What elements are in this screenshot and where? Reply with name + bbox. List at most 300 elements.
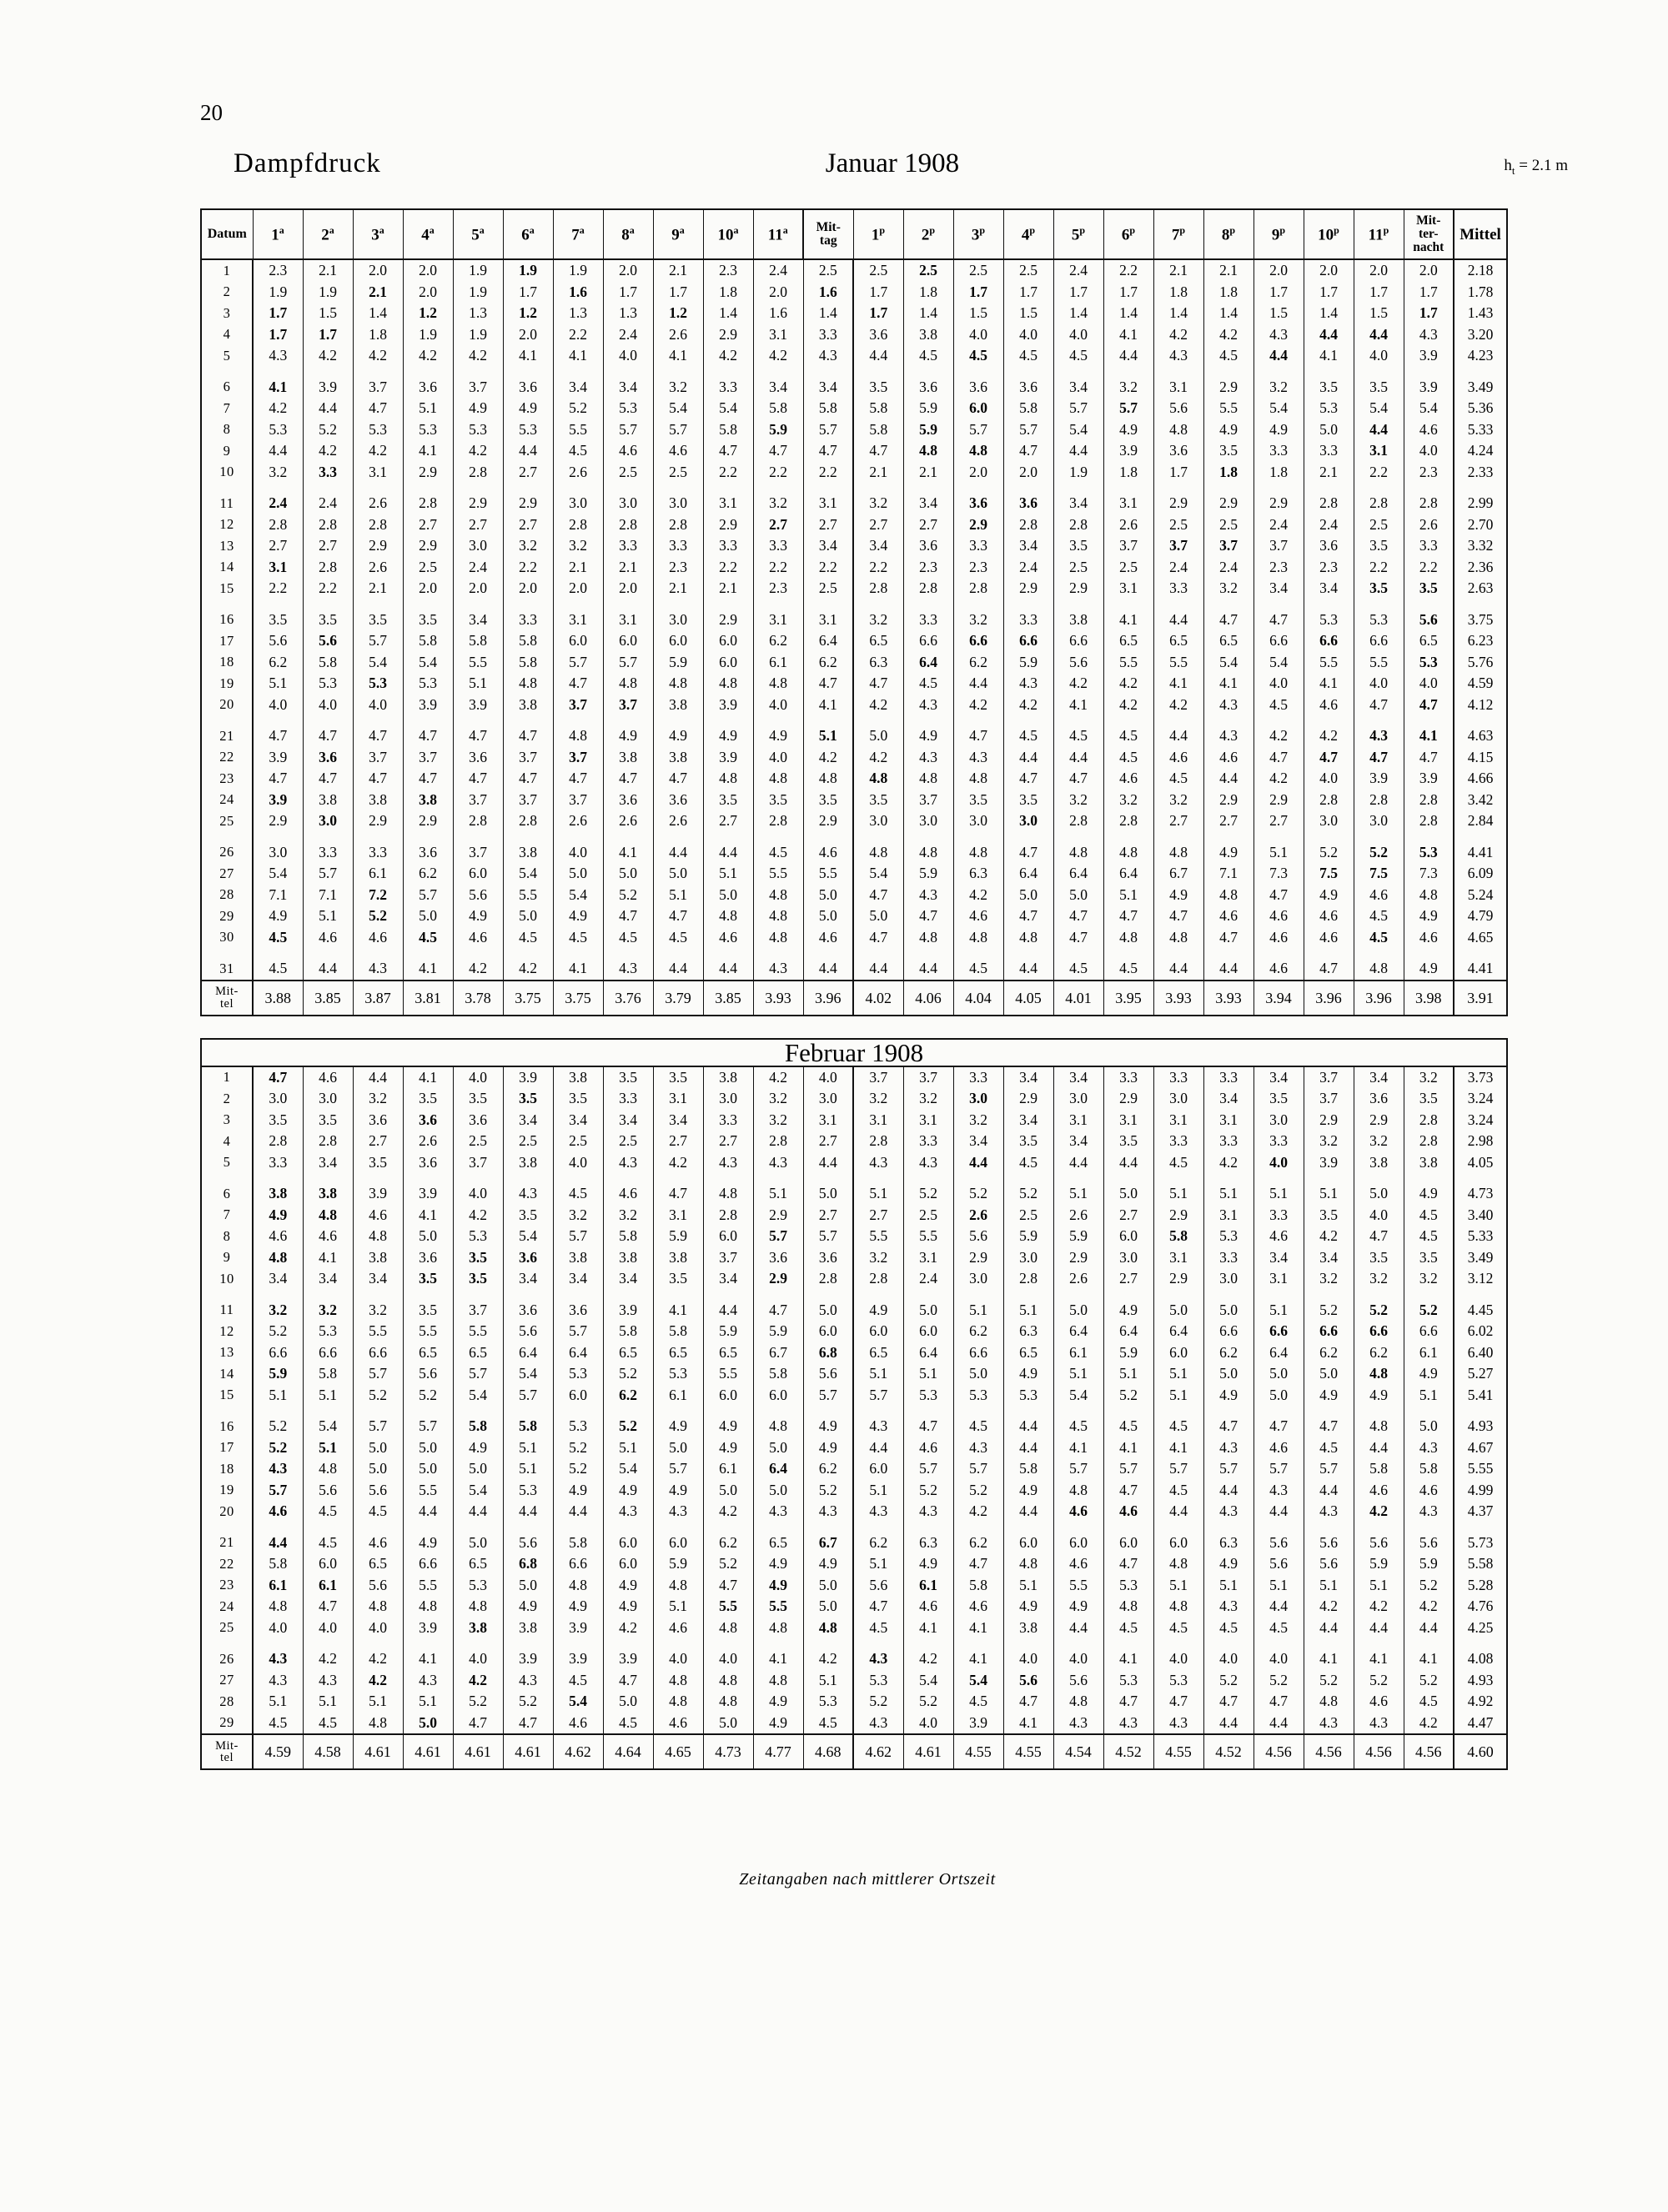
reading-cell: 5.2 [803,1480,853,1502]
reading-cell: 6.5 [1404,630,1454,652]
table-row [201,905,1507,927]
reading-cell: 5.2 [953,1178,1003,1205]
reading-cell: 5.3 [453,1226,503,1247]
reading-cell: 4.5 [1404,1226,1454,1247]
reading-cell: 4.5 [303,1713,353,1735]
reading-cell: 4.6 [1103,768,1153,790]
reading-cell: 4.6 [1203,747,1254,769]
reading-cell: 5.3 [353,419,403,441]
reading-cell: 2.8 [853,578,903,604]
reading-cell: 4.6 [803,837,853,864]
reading-cell: 4.7 [453,1713,503,1735]
reading-cell: 4.7 [453,720,503,747]
reading-cell: 3.0 [953,1088,1003,1110]
row-mean: 4.45 [1454,1295,1507,1322]
reading-cell: 3.9 [253,790,303,811]
mean-cell: 3.85 [703,981,753,1016]
reading-cell: 6.0 [1053,1527,1103,1554]
reading-cell: 1.7 [253,324,303,346]
reading-cell: 3.5 [353,604,403,631]
reading-cell: 2.9 [1103,1088,1153,1110]
reading-cell: 3.9 [603,1643,653,1670]
reading-cell: 1.2 [503,303,553,324]
reading-cell: 2.4 [1153,557,1203,579]
reading-cell: 4.8 [1103,837,1153,864]
reading-cell: 2.7 [403,514,453,536]
reading-cell: 3.4 [1053,1131,1103,1152]
reading-cell: 1.5 [1354,303,1404,324]
row-mean: 6.09 [1454,863,1507,885]
row-mean: 3.12 [1454,1268,1507,1295]
row-date: 18 [201,652,253,674]
reading-cell: 3.8 [553,1066,603,1089]
reading-cell: 4.7 [303,720,353,747]
row-date: 28 [201,1691,253,1713]
reading-cell: 4.6 [1103,1501,1153,1527]
reading-cell: 2.3 [1404,462,1454,489]
reading-cell: 3.5 [253,604,303,631]
reading-cell: 6.2 [753,630,803,652]
reading-cell: 4.2 [703,345,753,372]
reading-cell: 3.2 [353,1088,403,1110]
reading-cell: 3.5 [853,790,903,811]
row-mean: 4.41 [1454,953,1507,981]
reading-cell: 6.0 [653,1527,703,1554]
reading-cell: 3.7 [1103,535,1153,557]
reading-cell: 4.9 [1404,953,1454,981]
reading-cell: 2.6 [403,1131,453,1152]
reading-cell: 5.1 [903,1363,953,1385]
reading-cell: 3.4 [503,1110,553,1131]
reading-cell: 5.0 [853,720,903,747]
table-row [201,1205,1507,1226]
table-row [201,885,1507,906]
reading-cell: 4.7 [653,1178,703,1205]
row-date: 14 [201,557,253,579]
reading-cell: 3.9 [403,695,453,721]
reading-cell: 1.3 [603,303,653,324]
reading-cell: 5.7 [503,1385,553,1412]
reading-cell: 5.2 [553,398,603,419]
reading-cell: 4.4 [1304,1618,1354,1644]
column-header-5-p: 5$^p$ [1053,209,1103,259]
mean-cell: 4.56 [1404,1734,1454,1769]
reading-cell: 4.3 [1404,324,1454,346]
reading-cell: 5.1 [1103,1363,1153,1385]
reading-cell: 5.8 [303,652,353,674]
reading-cell: 4.1 [603,837,653,864]
reading-cell: 4.0 [1153,1643,1203,1670]
reading-cell: 3.3 [1203,1066,1254,1089]
table-row [201,514,1507,536]
reading-cell: 4.4 [1354,1618,1404,1644]
reading-cell: 4.5 [953,953,1003,981]
reading-cell: 2.8 [803,1268,853,1295]
reading-cell: 5.1 [303,1385,353,1412]
reading-cell: 6.0 [853,1458,903,1480]
reading-cell: 6.2 [703,1527,753,1554]
reading-cell: 5.0 [803,1178,853,1205]
reading-cell: 4.4 [1153,720,1203,747]
reading-cell: 3.5 [1404,1088,1454,1110]
reading-cell: 5.1 [853,1178,903,1205]
reading-cell: 2.7 [1103,1268,1153,1295]
reading-cell: 3.5 [503,1205,553,1226]
reading-cell: 4.3 [953,747,1003,769]
reading-cell: 3.2 [853,1088,903,1110]
reading-cell: 4.0 [1254,673,1304,695]
reading-cell: 3.2 [1304,1268,1354,1295]
reading-cell: 5.8 [853,398,903,419]
reading-cell: 4.5 [1153,1480,1203,1502]
reading-cell: 3.0 [1003,1247,1053,1269]
reading-cell: 4.9 [1203,419,1254,441]
reading-cell: 5.3 [503,419,553,441]
reading-cell: 4.5 [553,1670,603,1692]
reading-cell: 1.9 [253,282,303,303]
reading-cell: 4.9 [753,720,803,747]
reading-cell: 4.4 [303,398,353,419]
reading-cell: 5.1 [503,1437,553,1459]
reading-cell: 1.5 [1003,303,1053,324]
reading-cell: 5.8 [1404,1458,1454,1480]
overall-mean: 4.60 [1454,1734,1507,1769]
reading-cell: 4.4 [1254,1596,1304,1618]
reading-cell: 4.0 [253,695,303,721]
reading-cell: 5.3 [1153,1670,1203,1692]
reading-cell: 2.3 [1254,557,1304,579]
row-date: 1 [201,259,253,282]
reading-cell: 2.0 [1304,259,1354,282]
reading-cell: 6.5 [853,630,903,652]
reading-cell: 3.9 [453,695,503,721]
reading-cell: 4.4 [853,1437,903,1459]
row-date: 7 [201,398,253,419]
reading-cell: 5.4 [453,1480,503,1502]
reading-cell: 2.8 [1304,488,1354,514]
mean-cell: 3.88 [253,981,303,1016]
reading-cell: 6.5 [1203,630,1254,652]
reading-cell: 2.5 [803,259,853,282]
reading-cell: 2.2 [253,578,303,604]
reading-cell: 3.3 [803,324,853,346]
reading-cell: 2.9 [353,810,403,837]
reading-cell: 4.5 [503,927,553,954]
reading-cell: 4.3 [1304,1713,1354,1735]
reading-cell: 3.1 [1153,1110,1203,1131]
reading-cell: 3.7 [603,695,653,721]
reading-cell: 5.3 [1203,1226,1254,1247]
mean-cell: 4.54 [1053,1734,1103,1769]
reading-cell: 1.8 [903,282,953,303]
reading-cell: 5.5 [1304,652,1354,674]
reading-cell: 4.8 [903,837,953,864]
reading-cell: 1.4 [1103,303,1153,324]
mean-cell: 3.96 [1354,981,1404,1016]
reading-cell: 4.9 [553,905,603,927]
reading-cell: 3.8 [653,747,703,769]
reading-cell: 4.0 [1053,1643,1103,1670]
reading-cell: 4.3 [603,1501,653,1527]
reading-cell: 5.4 [1053,1385,1103,1412]
reading-cell: 2.9 [1003,578,1053,604]
mean-cell: 4.77 [753,1734,803,1769]
reading-cell: 2.7 [903,514,953,536]
mean-cell: 3.96 [803,981,853,1016]
reading-cell: 4.9 [1153,885,1203,906]
reading-cell: 6.6 [1254,630,1304,652]
reading-cell: 4.7 [1203,1411,1254,1437]
reading-cell: 4.5 [1254,1618,1304,1644]
reading-cell: 5.9 [1354,1553,1404,1575]
reading-cell: 2.6 [1103,514,1153,536]
reading-cell: 5.7 [1304,1458,1354,1480]
reading-cell: 3.1 [1254,1268,1304,1295]
reading-cell: 3.3 [303,837,353,864]
reading-cell: 3.3 [1304,440,1354,462]
reading-cell: 4.3 [1203,720,1254,747]
reading-cell: 5.0 [1404,1411,1454,1437]
row-date: 18 [201,1458,253,1480]
reading-cell: 3.3 [1203,1247,1254,1269]
reading-cell: 6.0 [953,398,1003,419]
reading-cell: 4.8 [703,768,753,790]
reading-cell: 3.2 [753,1110,803,1131]
reading-cell: 4.2 [453,1205,503,1226]
table-head [201,209,1507,259]
reading-cell: 4.2 [303,440,353,462]
row-mean: 5.27 [1454,1363,1507,1385]
reading-cell: 5.8 [953,1575,1003,1597]
reading-cell: 3.0 [953,810,1003,837]
table-row [201,1110,1507,1131]
reading-cell: 5.3 [303,673,353,695]
reading-cell: 5.0 [703,1480,753,1502]
reading-cell: 4.7 [953,1553,1003,1575]
reading-cell: 5.2 [1404,1670,1454,1692]
row-mean: 4.76 [1454,1596,1507,1618]
reading-cell: 5.7 [403,1411,453,1437]
reading-cell: 4.7 [1103,1691,1153,1713]
reading-cell: 4.5 [1053,1411,1103,1437]
reading-cell: 4.8 [653,1575,703,1597]
reading-cell: 4.5 [1103,747,1153,769]
reading-cell: 5.9 [903,419,953,441]
reading-cell: 3.9 [1404,768,1454,790]
reading-cell: 6.0 [1103,1226,1153,1247]
reading-cell: 4.5 [753,837,803,864]
reading-cell: 2.6 [653,324,703,346]
reading-cell: 4.8 [303,1458,353,1480]
mean-cell: 4.64 [603,1734,653,1769]
reading-cell: 6.4 [1053,1321,1103,1342]
reading-cell: 4.8 [1354,1363,1404,1385]
reading-cell: 5.2 [253,1411,303,1437]
reading-cell: 5.0 [1103,1178,1153,1205]
reading-cell: 5.6 [1153,398,1203,419]
reading-cell: 4.9 [1304,885,1354,906]
mean-cell: 4.65 [653,1734,703,1769]
reading-cell: 4.1 [1304,345,1354,372]
reading-cell: 4.9 [703,720,753,747]
reading-cell: 2.7 [803,514,853,536]
reading-cell: 2.8 [1003,514,1053,536]
reading-cell: 4.8 [453,1596,503,1618]
table-row [201,1713,1507,1735]
reading-cell: 5.1 [1304,1178,1354,1205]
reading-cell: 4.8 [753,1618,803,1644]
row-mean: 3.20 [1454,324,1507,346]
reading-cell: 5.2 [353,905,403,927]
reading-cell: 5.1 [653,885,703,906]
reading-cell: 4.4 [1203,1713,1254,1735]
reading-cell: 1.2 [653,303,703,324]
reading-cell: 4.9 [1304,1385,1354,1412]
reading-cell: 5.0 [1304,419,1354,441]
table-row [201,652,1507,674]
reading-cell: 4.5 [653,927,703,954]
reading-cell: 7.5 [1354,863,1404,885]
reading-cell: 2.9 [1304,1110,1354,1131]
mean-cell: 4.52 [1203,1734,1254,1769]
reading-cell: 5.8 [253,1553,303,1575]
reading-cell: 5.1 [353,1691,403,1713]
reading-cell: 4.7 [753,440,803,462]
reading-cell: 2.8 [1003,1268,1053,1295]
reading-cell: 6.1 [703,1458,753,1480]
mean-cell: 4.61 [503,1734,553,1769]
reading-cell: 3.4 [703,1268,753,1295]
reading-cell: 4.6 [553,1713,603,1735]
row-mean: 3.40 [1454,1205,1507,1226]
january-table [200,208,1508,1016]
table-row [201,673,1507,695]
reading-cell: 2.5 [1003,1205,1053,1226]
reading-cell: 3.5 [603,1066,653,1089]
reading-cell: 6.1 [903,1575,953,1597]
reading-cell: 4.1 [1153,673,1203,695]
reading-cell: 4.5 [953,1411,1003,1437]
reading-cell: 6.0 [703,1385,753,1412]
reading-cell: 3.1 [1053,1110,1103,1131]
reading-cell: 4.7 [1003,905,1053,927]
table-row [201,1247,1507,1269]
reading-cell: 5.1 [853,1480,903,1502]
reading-cell: 5.5 [353,1321,403,1342]
reading-cell: 2.0 [553,578,603,604]
reading-cell: 2.5 [453,1131,503,1152]
reading-cell: 4.7 [1103,1553,1153,1575]
reading-cell: 4.6 [803,927,853,954]
reading-cell: 3.8 [653,1247,703,1269]
reading-cell: 4.5 [1153,1152,1203,1179]
mean-cell: 3.95 [1103,981,1153,1016]
reading-cell: 5.4 [703,398,753,419]
reading-cell: 4.2 [803,1643,853,1670]
reading-cell: 6.4 [753,1458,803,1480]
reading-cell: 4.9 [453,1437,503,1459]
reading-cell: 4.7 [653,768,703,790]
column-header-2-a: 2$^a$ [303,209,353,259]
reading-cell: 4.9 [753,1713,803,1735]
reading-cell: 4.0 [753,747,803,769]
reading-cell: 3.2 [853,1247,903,1269]
row-mean: 3.24 [1454,1110,1507,1131]
reading-cell: 4.5 [1003,1152,1053,1179]
reading-cell: 4.3 [903,1501,953,1527]
reading-cell: 3.8 [703,1066,753,1089]
reading-cell: 3.5 [1304,1205,1354,1226]
reading-cell: 3.5 [1354,535,1404,557]
reading-cell: 6.6 [553,1553,603,1575]
reading-cell: 4.9 [653,1480,703,1502]
row-date: 5 [201,1152,253,1179]
mean-cell: 4.61 [903,1734,953,1769]
reading-cell: 5.1 [303,1437,353,1459]
reading-cell: 5.2 [853,1691,903,1713]
row-date: 28 [201,885,253,906]
row-mean: 4.59 [1454,673,1507,695]
reading-cell: 1.8 [1203,282,1254,303]
reading-cell: 6.3 [853,652,903,674]
reading-cell: 3.5 [853,372,903,399]
reading-cell: 2.9 [1053,1247,1103,1269]
reading-cell: 4.6 [1404,1480,1454,1502]
reading-cell: 5.9 [1003,652,1053,674]
reading-cell: 4.8 [1153,927,1203,954]
reading-cell: 4.5 [1103,1411,1153,1437]
reading-cell: 2.0 [953,462,1003,489]
reading-cell: 2.6 [1053,1205,1103,1226]
row-date: 20 [201,1501,253,1527]
table-row [201,1437,1507,1459]
reading-cell: 3.3 [303,462,353,489]
mean-cell: 4.61 [353,1734,403,1769]
reading-cell: 3.1 [353,462,403,489]
reading-cell: 4.2 [1003,695,1053,721]
table-row [201,1575,1507,1597]
reading-cell: 5.9 [1103,1342,1153,1364]
reading-cell: 6.0 [453,863,503,885]
reading-cell: 4.3 [1304,1501,1354,1527]
reading-cell: 5.7 [1053,398,1103,419]
reading-cell: 2.9 [753,1205,803,1226]
reading-cell: 2.5 [603,462,653,489]
reading-cell: 7.1 [1203,863,1254,885]
reading-cell: 2.6 [1053,1268,1103,1295]
reading-cell: 5.4 [503,1363,553,1385]
reading-cell: 4.3 [903,885,953,906]
row-mean: 6.02 [1454,1321,1507,1342]
reading-cell: 3.1 [803,488,853,514]
reading-cell: 2.0 [403,578,453,604]
reading-cell: 3.6 [903,372,953,399]
row-date: 3 [201,1110,253,1131]
table-row [201,324,1507,346]
reading-cell: 2.7 [853,514,903,536]
reading-cell: 6.0 [703,630,753,652]
reading-cell: 7.1 [253,885,303,906]
reading-cell: 5.4 [1053,419,1103,441]
reading-cell: 4.5 [953,1691,1003,1713]
reading-cell: 3.6 [503,1247,553,1269]
table-row [201,1527,1507,1554]
reading-cell: 3.5 [1354,372,1404,399]
reading-cell: 4.8 [1354,953,1404,981]
reading-cell: 3.4 [953,1131,1003,1152]
reading-cell: 3.1 [603,604,653,631]
reading-cell: 4.4 [1003,1437,1053,1459]
